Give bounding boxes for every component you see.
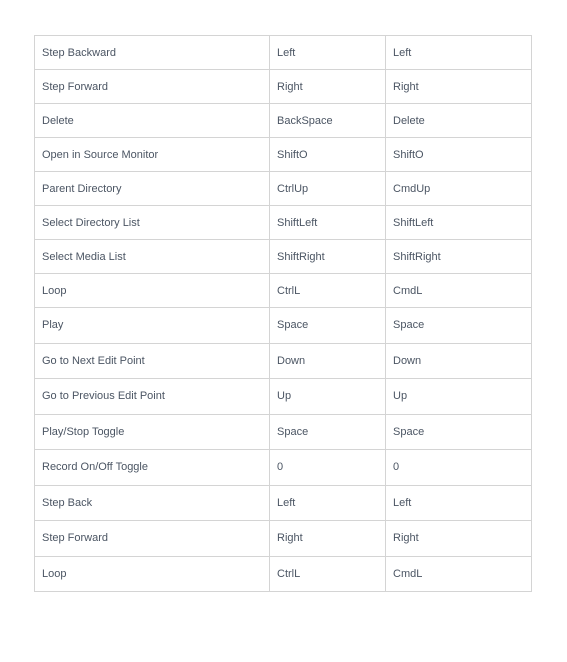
windows-shortcut-cell: ShiftRight (270, 240, 386, 274)
table-row (35, 274, 532, 308)
windows-shortcut-cell: BackSpace (270, 104, 386, 138)
table-row (35, 414, 532, 450)
table-row (35, 343, 532, 379)
mac-shortcut-cell: ShiftO (386, 138, 532, 172)
table-row (35, 104, 532, 138)
command-cell: Step Forward (35, 70, 270, 104)
command-cell: Record On/Off Toggle (35, 450, 270, 486)
windows-shortcut-cell: CtrlL (270, 556, 386, 592)
windows-shortcut-cell: Right (270, 521, 386, 557)
mac-shortcut-cell: 0 (386, 450, 532, 486)
command-cell: Go to Previous Edit Point (35, 379, 270, 415)
mac-shortcut-cell: ShiftLeft (386, 206, 532, 240)
table-row (35, 556, 532, 592)
command-cell: Loop (35, 274, 270, 308)
command-cell: Step Back (35, 485, 270, 521)
command-cell: Loop (35, 556, 270, 592)
windows-shortcut-cell: Space (270, 308, 386, 344)
table-row (35, 240, 532, 274)
command-cell: Play (35, 308, 270, 344)
table-row (35, 70, 532, 104)
table-row (35, 138, 532, 172)
table-row (35, 206, 532, 240)
keyboard-shortcuts-table (34, 35, 532, 592)
windows-shortcut-cell: CtrlUp (270, 172, 386, 206)
mac-shortcut-cell: Space (386, 308, 532, 344)
mac-shortcut-cell: Left (386, 485, 532, 521)
windows-shortcut-cell: Down (270, 343, 386, 379)
windows-shortcut-cell: Space (270, 414, 386, 450)
command-cell: Select Media List (35, 240, 270, 274)
table-row (35, 379, 532, 415)
windows-shortcut-cell: Right (270, 70, 386, 104)
command-cell: Go to Next Edit Point (35, 343, 270, 379)
mac-shortcut-cell: CmdUp (386, 172, 532, 206)
windows-shortcut-cell: ShiftLeft (270, 206, 386, 240)
command-cell: Step Backward (35, 36, 270, 70)
command-cell: Step Forward (35, 521, 270, 557)
command-cell: Delete (35, 104, 270, 138)
mac-shortcut-cell: Right (386, 70, 532, 104)
windows-shortcut-cell: CtrlL (270, 274, 386, 308)
mac-shortcut-cell: Right (386, 521, 532, 557)
table-row (35, 308, 532, 344)
mac-shortcut-cell: Delete (386, 104, 532, 138)
table-row (35, 485, 532, 521)
windows-shortcut-cell: ShiftO (270, 138, 386, 172)
mac-shortcut-cell: Left (386, 36, 532, 70)
mac-shortcut-cell: Up (386, 379, 532, 415)
windows-shortcut-cell: 0 (270, 450, 386, 486)
windows-shortcut-cell: Up (270, 379, 386, 415)
command-cell: Open in Source Monitor (35, 138, 270, 172)
mac-shortcut-cell: Down (386, 343, 532, 379)
command-cell: Select Directory List (35, 206, 270, 240)
windows-shortcut-cell: Left (270, 485, 386, 521)
table-row (35, 172, 532, 206)
mac-shortcut-cell: CmdL (386, 274, 532, 308)
mac-shortcut-cell: CmdL (386, 556, 532, 592)
shortcuts-table-body (35, 36, 532, 592)
command-cell: Parent Directory (35, 172, 270, 206)
mac-shortcut-cell: Space (386, 414, 532, 450)
command-cell: Play/Stop Toggle (35, 414, 270, 450)
table-row (35, 450, 532, 486)
table-row (35, 521, 532, 557)
table-row (35, 36, 532, 70)
mac-shortcut-cell: ShiftRight (386, 240, 532, 274)
windows-shortcut-cell: Left (270, 36, 386, 70)
